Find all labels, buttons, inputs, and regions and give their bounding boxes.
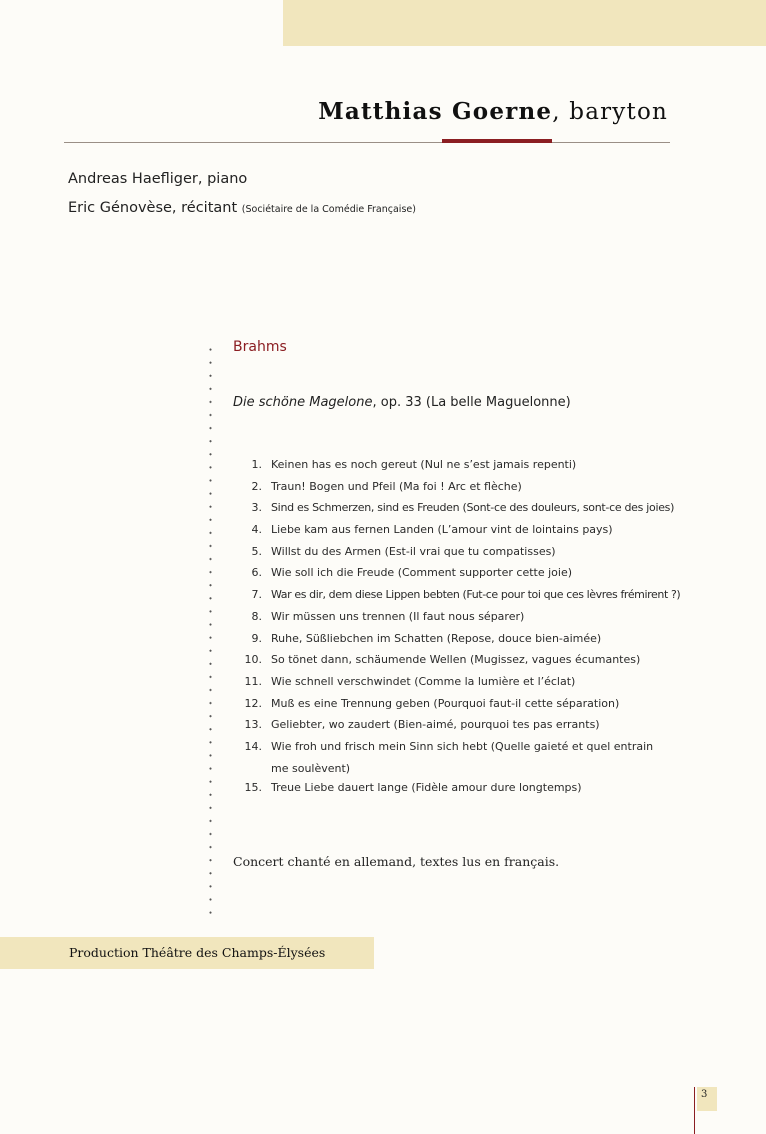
song-title: Liebe kam aus fernen Landen (L’amour vint de lointains pays): [271, 523, 613, 537]
production-credit: Production Théâtre des Champs-Élysées: [69, 945, 326, 960]
song-title: Wie froh und frisch mein Sinn sich hebt (Quelle gaieté et quel entrain me soulèvent): [271, 739, 654, 775]
page-title: [318, 98, 668, 125]
song-title: War es dir, dem diese Lippen bebten (Fut-ce pour toi que ces lèvres frémirent ?): [271, 588, 681, 602]
title-rule: [64, 142, 670, 143]
song-list: [238, 456, 681, 801]
song-number: 15.: [244, 781, 262, 795]
list-item: [238, 673, 678, 695]
list-item: [238, 499, 678, 521]
list-item: [238, 716, 678, 738]
song-title: So tönet dann, schäumende Wellen (Mugissez, vagues écumantes): [271, 653, 641, 667]
dotted-divider: [209, 343, 212, 923]
page-number: 3: [701, 1089, 708, 1100]
concert-note: Concert chanté en allemand, textes lus en français.: [233, 854, 560, 869]
song-title: Wie soll ich die Freude (Comment supporter cette joie): [271, 566, 573, 580]
list-item: [238, 736, 671, 779]
song-number: 10.: [244, 653, 262, 667]
page-number-rule: [694, 1087, 695, 1134]
song-number: 4.: [251, 523, 262, 537]
song-number: 8.: [251, 609, 262, 623]
work-title-italic: Die schöne Magelone: [233, 395, 373, 410]
song-number: 13.: [244, 718, 262, 732]
performer-note: (Sociétaire de la Comédie Française): [241, 204, 416, 215]
song-title: Traun! Bogen und Pfeil (Ma foi ! Arc et flèche): [271, 479, 522, 493]
song-title: Ruhe, Süßliebchen im Schatten (Repose, douce bien-aimée): [271, 631, 602, 645]
work-title: [233, 395, 571, 410]
song-title: Geliebter, wo zaudert (Bien-aimé, pourquoi tes pas errants): [271, 718, 600, 732]
song-title: Sind es Schmerzen, sind es Freuden (Sont-ce des douleurs, sont-ce des joies): [271, 501, 675, 515]
title-rule-accent: [442, 139, 552, 143]
song-number: 5.: [251, 544, 262, 558]
song-number: 11.: [244, 674, 262, 688]
list-item: [238, 779, 678, 801]
list-item: [238, 651, 678, 673]
list-item: [238, 608, 678, 630]
list-item: [238, 695, 678, 717]
list-item: [238, 630, 678, 652]
list-item: [238, 521, 678, 543]
list-item: [238, 586, 681, 608]
performer-text: Eric Génovèse, récitant: [68, 200, 238, 216]
performer-text: Andreas Haefliger, piano: [68, 171, 248, 187]
song-number: 2.: [251, 479, 262, 493]
song-title: Muß es eine Trennung geben (Pourquoi faut-il cette séparation): [271, 696, 620, 710]
performer-role: , baryton: [552, 99, 668, 125]
performer-pianist: [68, 171, 247, 187]
song-title: Treue Liebe dauert lange (Fidèle amour dure longtemps): [271, 781, 582, 795]
list-item: [238, 543, 678, 565]
song-number: 14.: [244, 739, 262, 753]
list-item: [238, 456, 678, 478]
work-opus: , op. 33 (La belle Maguelonne): [372, 395, 571, 410]
list-item: [238, 478, 678, 500]
performer-reciter: [68, 200, 416, 216]
song-number: 3.: [251, 501, 262, 515]
song-title: Wir müssen uns trennen (Il faut nous séparer): [271, 609, 525, 623]
song-number: 7.: [251, 588, 262, 602]
song-title: Willst du des Armen (Est-il vrai que tu compatisses): [271, 544, 556, 558]
song-title: Wie schnell verschwindet (Comme la lumière et l’éclat): [271, 674, 576, 688]
song-title: Keinen has es noch gereut (Nul ne s’est jamais repenti): [271, 458, 577, 471]
song-number: 6.: [251, 566, 262, 580]
song-number: 9.: [251, 631, 262, 645]
list-item: [238, 564, 678, 586]
song-number: 12.: [244, 696, 262, 710]
performer-name: Matthias Goerne: [318, 98, 553, 125]
song-number: 1.: [251, 458, 262, 471]
composer-heading: Brahms: [233, 339, 287, 355]
top-decorative-band: [283, 0, 766, 46]
